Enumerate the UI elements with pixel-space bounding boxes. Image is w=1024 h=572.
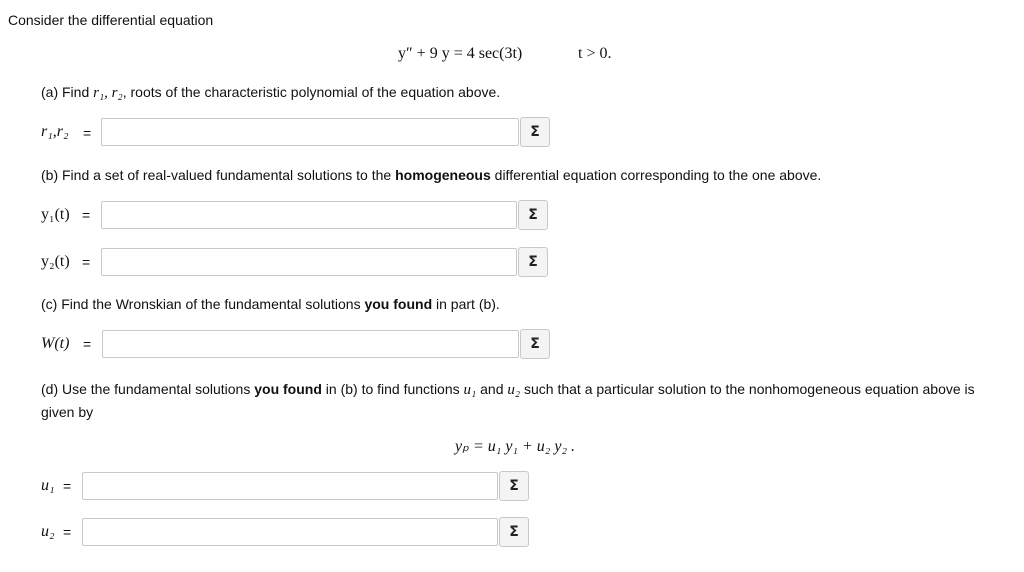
part-b-text-pre: (b) Find a set of real-valued fundamental solutions to the bbox=[41, 167, 396, 183]
part-a-vars: r₁, r₂ bbox=[93, 85, 123, 101]
part-b-text-bold: homogeneous bbox=[395, 167, 491, 183]
wronskian-label: W(t) bbox=[41, 335, 70, 352]
u2-input[interactable] bbox=[82, 518, 498, 546]
part-b-prompt bbox=[41, 166, 821, 184]
wronskian-equals: = bbox=[83, 336, 92, 352]
part-c-text-pre: (c) Find the Wronskian of the fundamental solutions bbox=[41, 296, 365, 312]
wronskian-input[interactable] bbox=[102, 330, 519, 358]
y1-input[interactable] bbox=[101, 201, 517, 229]
part-c-text-post: in part (b). bbox=[432, 296, 500, 312]
roots-input[interactable] bbox=[101, 118, 519, 146]
roots-equals: = bbox=[83, 125, 92, 141]
y2-equals: = bbox=[82, 254, 91, 270]
u1-equals: = bbox=[63, 478, 72, 494]
y1-label: y₁(t) bbox=[41, 206, 70, 223]
y1-equals: = bbox=[82, 207, 91, 223]
part-b-text-post: differential equation corresponding to the one above. bbox=[490, 167, 822, 183]
part-d-text-bold: you found bbox=[254, 381, 322, 397]
part-a-text-pre: (a) Find bbox=[41, 84, 94, 100]
part-d-text-pre: (d) Use the fundamental solutions bbox=[41, 381, 255, 397]
roots-label: r₁,r₂ bbox=[41, 123, 69, 140]
part-c-prompt bbox=[41, 295, 500, 313]
part-d-u2-var: u₂ bbox=[507, 382, 521, 398]
y2-input[interactable] bbox=[101, 248, 517, 276]
part-a-text-post: , roots of the characteristic polynomial of the equation above. bbox=[122, 84, 501, 100]
part-c-text-bold: you found bbox=[364, 296, 433, 312]
u1-input[interactable] bbox=[82, 472, 498, 500]
y2-label: y₂(t) bbox=[41, 253, 70, 270]
u2-label: u₂ bbox=[41, 523, 55, 540]
u2-equals: = bbox=[63, 524, 72, 540]
equation-condition: t > 0. bbox=[578, 45, 612, 62]
part-d-u1-var: u₁ bbox=[463, 382, 477, 398]
part-d-text-mid: in (b) to find functions bbox=[321, 381, 464, 397]
differential-equation: y″ + 9 y = 4 sec(3t) bbox=[398, 45, 523, 62]
part-d-and: and bbox=[476, 381, 508, 397]
intro-text: Consider the differential equation bbox=[8, 12, 214, 28]
y1-equation-editor-button[interactable]: Σ bbox=[518, 200, 548, 230]
u2-equation-editor-button[interactable]: Σ bbox=[499, 517, 529, 547]
part-a-prompt bbox=[41, 83, 500, 102]
u1-equation-editor-button[interactable]: Σ bbox=[499, 471, 529, 501]
wronskian-equation-editor-button[interactable]: Σ bbox=[520, 329, 550, 359]
particular-solution-formula: yₚ = u₁ y₁ + u₂ y₂ . bbox=[455, 438, 575, 455]
y2-equation-editor-button[interactable]: Σ bbox=[518, 247, 548, 277]
part-d-text-post: such that a particular solution to the nonhomogeneous equation above is given by bbox=[41, 381, 975, 420]
roots-equation-editor-button[interactable]: Σ bbox=[520, 117, 550, 147]
u1-label: u₁ bbox=[41, 477, 55, 494]
part-d-prompt bbox=[41, 378, 1001, 423]
